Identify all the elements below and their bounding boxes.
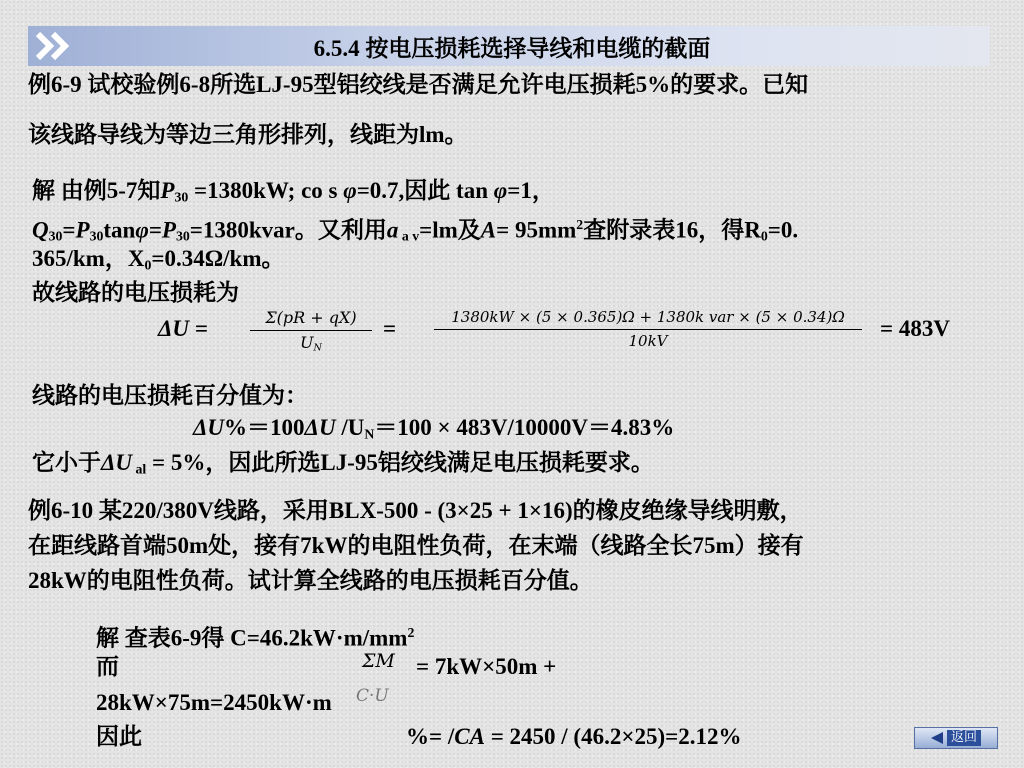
- fraction-denominator: 10kV: [628, 332, 668, 350]
- percent-label: 线路的电压损耗百分值为：: [32, 383, 308, 408]
- solution-1-line-3: 365/km，$X_0=0.34\Omega/km$。: [32, 246, 285, 273]
- back-arrow-icon: [931, 732, 943, 744]
- sigma-m-term: ΣM: [362, 650, 395, 672]
- fraction-numerator: Σ(pR + qX): [265, 308, 357, 327]
- formula-equals: =: [383, 316, 397, 341]
- back-button-label: 返回: [947, 730, 981, 746]
- solution-2-expression: = 7kW×50m +: [416, 654, 557, 679]
- fraction-denominator: $U_N$: [300, 333, 322, 354]
- solution-2-label-yinci: 因此: [96, 724, 142, 749]
- slide-title: 6.5.4 按电压损耗选择导线和电缆的截面: [313, 36, 711, 61]
- formula-lhs: ΔU =: [158, 316, 208, 341]
- example-6-10-line-2: 在距线路首端50m处，接有7kW的电阻性负荷，在末端（线路全长75m）接有: [28, 533, 804, 558]
- faded-denominator: C·U: [356, 686, 389, 706]
- fraction-bar: [434, 329, 862, 330]
- back-button[interactable]: [914, 727, 998, 749]
- solution-2-line-3: 28kW×75m=2450kW·m: [96, 690, 332, 715]
- fraction-numeric: [434, 308, 862, 350]
- formula-result: = 483V: [880, 316, 950, 341]
- solution-2-result: %= /CA = 2450 / (46.2×25)=2.12%: [406, 724, 742, 749]
- fraction-sum-pr-qx: [250, 308, 372, 353]
- percent-equation: ΔU%＝100ΔU $/U_N=100 \times 483V/10000V=4.83\%$: [193, 415, 675, 442]
- fraction-bar: [250, 330, 372, 331]
- fraction-numerator: 1380kW × (5 × 0.365)Ω + 1380k var × (5 × 0.34)Ω: [451, 308, 845, 326]
- example-6-9-line-2: 该线路导线为等边三角形排列，线距为lm。: [28, 122, 468, 147]
- conclusion-line: 它小于ΔU $_{al}$ = 5%，因此所选LJ-95铝绞线满足电压损耗要求。: [32, 450, 654, 477]
- solution-2-label-er: 而: [96, 654, 119, 679]
- example-6-9-line-1: 例6-9 试校验例6-8所选LJ-95型铝绞线是否满足允许电压损耗5%的要求。已知: [28, 72, 809, 97]
- example-6-10-line-1: 例6-10 某220/380V线路，采用BLX-500 - (3×25 + 1×16)的橡皮绝缘导线明敷，: [28, 498, 803, 523]
- solution-2-line-1: 解 查表6-9得 $C=46.2kW\cdot m/mm^2$: [96, 625, 415, 651]
- solution-1-line-2: $Q_{30}=P_{30}\tan\varphi=P_{30}=1380kvar$。又利用a $_{a v}$=lm及$A= 95mm^2$查附录表16，得$R_0=0$.: [32, 217, 799, 244]
- example-6-10-line-3: 28kW的电阻性负荷。试计算全线路的电压损耗百分值。: [28, 568, 593, 593]
- solution-1-line-1: 解 由例5-7知$P_{30} =1380kW$; co s φ=0.7,因此 tan φ=1，: [32, 178, 555, 205]
- solution-1-line-4: 故线路的电压损耗为: [32, 280, 239, 305]
